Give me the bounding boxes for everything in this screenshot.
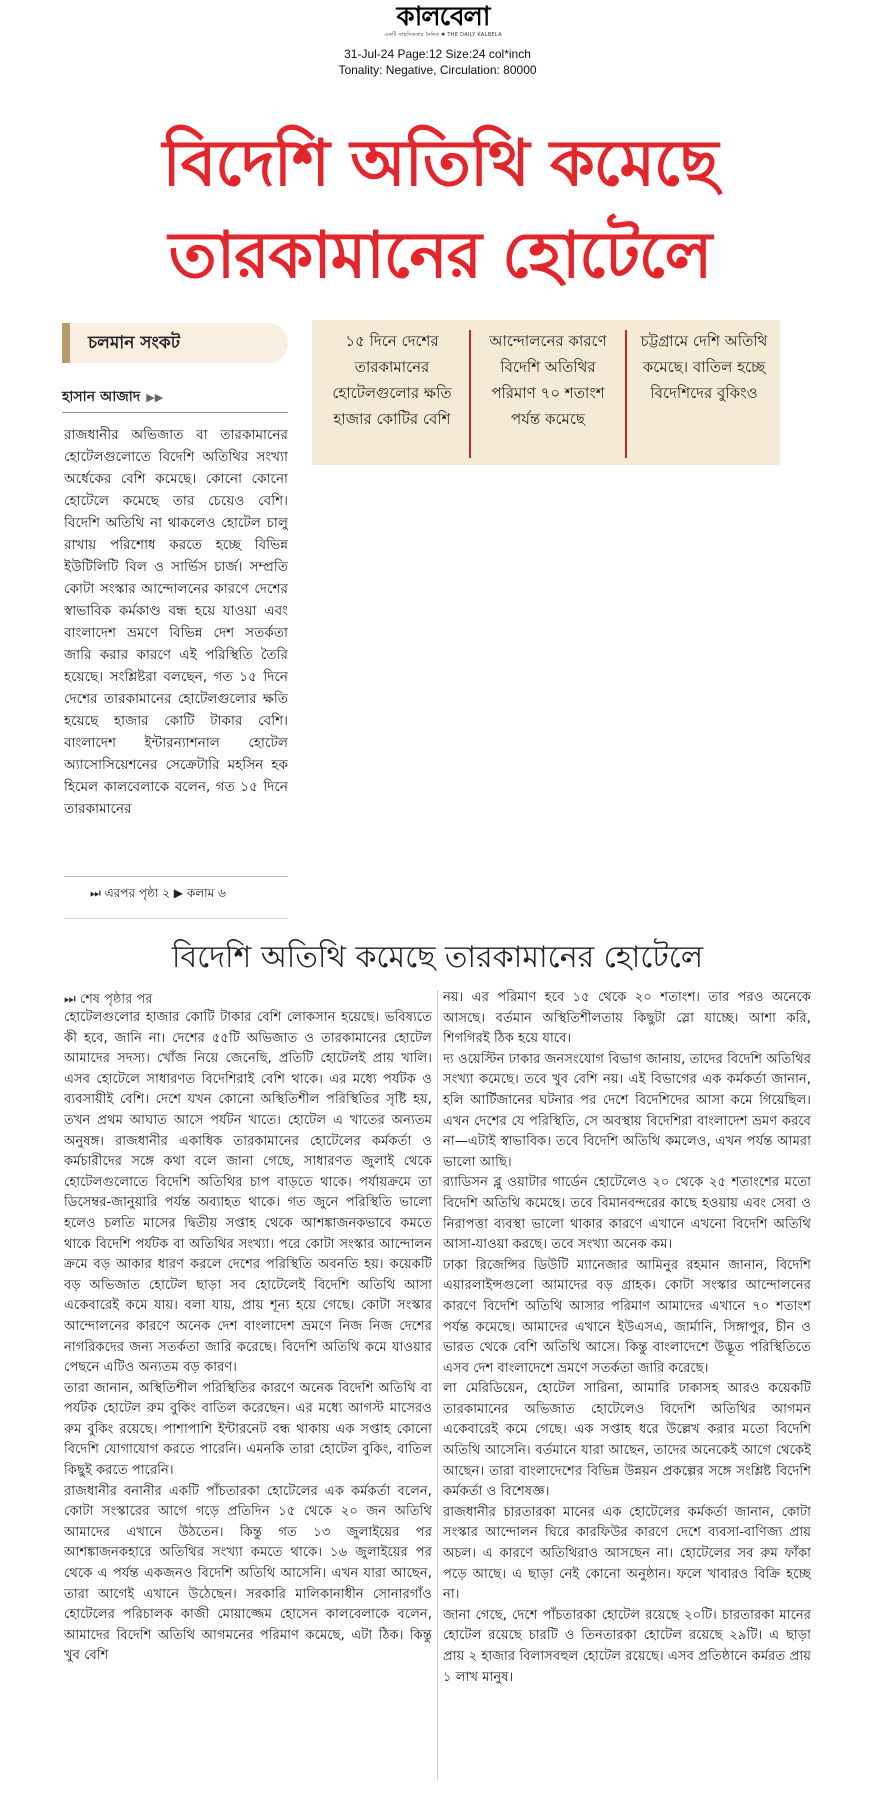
clip-line-1: 31-Jul-24 Page:12 Size:24 col*inch: [344, 47, 531, 61]
highlight-item: আন্দোলনের কারণে বিদেশি অতিথির পরিমাণ ৭০ শতাংশ পর্যন্ত কমেছে: [489, 332, 607, 428]
main-headline: [40, 118, 840, 302]
highlights-box: [312, 320, 780, 465]
highlight-divider: [625, 330, 627, 458]
byline-divider: [62, 412, 288, 413]
body-paragraph: লা মেরিডিয়েন, হোটেল সারিনা, আমারি ঢাকাসহ আরও কয়েকটি তারকামানের অভিজাত হোটেলেও বিদেশি অতিথির আগমন একেবারেই কমে গেছে। এক সপ্তাহ ধরে উল্লেখ করার মতো বিদেশি অতিথি আসেনি। বর্তমানে যারা আছেন, তাদের অনেকেই আগে থেকেই আছেন। তারা বাংলাদেশের বিভিন্ন উন্নয়ন প্রকল্পের সঙ্গে সংশ্লিষ্ট বিদেশি কর্মকর্তা ও বিশেষজ্ঞ।: [443, 1381, 811, 1500]
body-paragraph: নয়। এর পরিমাণ হবে ১৫ থেকে ২০ শতাংশ। তার পরও অনেকে আসছে। বর্তমান অস্থিতিশীলতায় কিছুটা স্লো যাচ্ছে। আশা করি, শিগগিরই ঠিক হয়ে যাবে।: [443, 990, 811, 1047]
newspaper-logo: [368, 2, 518, 40]
clipping-metadata: [0, 46, 875, 78]
jump-divider: [64, 876, 288, 877]
column-divider: [437, 990, 438, 1780]
author-name: হাসান আজাদ: [62, 389, 141, 405]
body-paragraph: ঢাকা রিজেন্সির ডিউটি ম্যানেজার আমিনুর রহমান জানান, বিদেশি এয়ারলাইন্সগুলো আমাদের বড় গ্রাহক। কোটা সংস্কার আন্দোলনের কারণে বিদেশি অতিথি আসার পরিমাণ আমাদের এখানে ৭০ শতাংশ পর্যন্ত কমেছে। আমাদের এখানে ইউএসএ, জার্মানি, সিঙ্গাপুর, চীন ও ভারত থেকে বেশি অতিথি আসে। কিন্তু বাংলাদেশে উদ্ভূত পরিস্থিতিতে এসব দেশ বাংলাদেশে ভ্রমণে সতর্কতা জারি করেছে।: [443, 1257, 811, 1376]
jump-line: [90, 885, 226, 905]
double-arrow-icon: ▶▶: [146, 391, 164, 404]
body-paragraph: জানা গেছে, দেশে পাঁচতারকা হোটেল রয়েছে ২০টি। চারতারকা মানের হোটেল রয়েছে চারটি ও তিনতারকা হোটেল রয়েছে ২৯টি। এ ছাড়া প্রায় ২ হাজার বিলাসবহুল হোটেল রয়েছে। এসব প্রতিষ্ঠানে কর্মরত প্রায় ১ লাখ মানুষ।: [443, 1607, 811, 1685]
highlight-item: চট্টগ্রামে দেশি অতিথি কমেছে। বাতিল হচ্ছে বিদেশিদের বুকিংও: [640, 332, 768, 402]
body-paragraph: রাজধানীর চারতারকা মানের এক হোটেলের কর্মকর্তা জানান, কোটা সংস্কার আন্দোলন ঘিরে কারফিউর কারণে দেশে ব্যবসা-বাণিজ্য প্রায় অচল। এ কারণে অতিথিরাও আসছেন না। হোটেলের সব রুম ফাঁকা পড়ে আছে। এ ছাড়া নেই কোনো অনুষ্ঠান। ফলে খাবারও বিক্রি হচ্ছে না।: [443, 1504, 811, 1603]
lead-column: [64, 424, 288, 872]
continuation-column-left: [64, 1008, 432, 1788]
highlight-item: ১৫ দিনে দেশের তারকামানের হোটেলগুলোর ক্ষতি হাজার কোটির বেশি: [332, 332, 452, 428]
logo-text: কালবেলা: [396, 2, 490, 32]
body-paragraph: র‍্যাডিসন ব্লু ওয়াটার গার্ডেন হোটেলেও ২০ থেকে ২৫ শতাংশের মতো বিদেশি অতিথি কমেছে। তবে বিমানবন্দরের কাছে হওয়ায় এবং সেবা ও নিরাপত্তা ব্যবস্থা ভালো থাকার কারণে এখানে এখনো বিদেশি অতিথি আসা-যাওয়া করছে। তবে সংখ্যা অনেক কম।: [443, 1175, 811, 1253]
body-paragraph: দ্য ওয়েস্টিন ঢাকার জনসংযোগ বিভাগ জানায়, তাদের বিদেশি অতিথির সংখ্যা কমেছে। তবে খুব বেশি নয়। এই বিভাগের এক কর্মকর্তা জানান, হলি আর্টিজানের ঘটনার পর দেশে বিদেশিদের আসা কমে গিয়েছিল। এখন দেশের যে পরিস্থিতি, সে অবস্থায় বিদেশিরা বাংলাদেশ ভ্রমণ করবে না—এটাই স্বাভাবিক। তবে বিদেশি অতিথি কমলেও, এখন পর্যন্ত আমরা ভালো আছি।: [443, 1051, 811, 1170]
kicker-label: চলমান সংকট: [88, 333, 180, 353]
fast-forward-icon: ⏭: [90, 886, 101, 900]
fast-forward-icon: ⏭: [64, 992, 76, 1007]
byline: [62, 385, 163, 409]
headline-line-1: বিদেশি অতিথি কমেছে: [162, 127, 718, 201]
body-paragraph: হোটেলগুলোর হাজার কোটি টাকার বেশি লোকসান হয়েছে। ভবিষ্যতে কী হবে, জানি না। দেশের ৫৫টি অভিজাত ও তারকামানের হোটেল আমাদের সদস্য। খোঁজ নিয়ে জেনেছি, প্রতিটি হোটেলই প্রায় খালি। এসব হোটেলে সাধারণত বিদেশিরাই বেশি থাকে। এর মধ্যে পর্যটক ও ব্যবসায়ীই বেশি। দেশে যখন কোনো অস্থিতিশীল পরিস্থিতির সৃষ্টি হয়, তখন প্রথম আঘাত আসে পর্যটন খাতে। হোটেল এ খাতের অন্যতম অনুষঙ্গ। রাজধানীর একাধিক তারকামানের হোটেলের কর্মকর্তা ও কর্মচারীদের সঙ্গে কথা বলে জানা গেছে, সাধারণত জুলাই থেকে হোটেলগুলোতে বিদেশি অতিথির চাপ বাড়তে থাকে। পর্যায়ক্রমে তা ডিসেম্বর-জানুয়ারি পর্যন্ত অব্যাহত থাকে। গত জুনে পরিস্থিতি ভালো হলেও চলতি মাসের দ্বিতীয় সপ্তাহ থেকে আশঙ্কাজনকভাবে কমতে থাকে বিদেশি পর্যটক বা অতিথির সংখ্যা। পরে কোটা সংস্কার আন্দোলন ক্রমে বড় আকার ধারণ করলে দেশের পরিস্থিতি অবনতি হয়। কয়েকটি বড় অভিজাত হোটেল ছাড়া সব হোটেলেই বিদেশি অতিথি আসা একেবারেই কমে যায়। বলা যায়, প্রায় শূন্য হয়ে গেছে। কোটা সংস্কার আন্দোলনের কারণে অনেক দেশ বাংলাদেশ ভ্রমণে নিজ নিজ দেশের নাগরিকদের জন্য সতর্কতা জারি করেছে। বিদেশি অতিথি কমে যাওয়ার পেছনে এটিও অন্যতম বড় কারণ।: [64, 1010, 432, 1376]
lead-paragraph: রাজধানীর অভিজাত বা তারকামানের হোটেলগুলোতে বিদেশি অতিথির সংখ্যা অর্ধেকের বেশি কমেছে। কোনো কোনো হোটেলে কমেছে তার চেয়েও বেশি। বিদেশি অতিথি না থাকলেও হোটেল চালু রাখায় পরিশোধ করতে হচ্ছে বিভিন্ন ইউটিলিটি বিল ও সার্ভিস চার্জ। সম্প্রতি কোটা সংস্কার আন্দোলনের কারণে দেশের স্বাভাবিক কর্মকাণ্ড বন্ধ হয়ে যাওয়া এবং বাংলাদেশ ভ্রমণে বিভিন্ন দেশ সতর্কতা জারি করার কারণে এই পরিস্থিতি তৈরি হয়েছে। সংশ্লিষ্টরা বলছেন, গত ১৫ দিনে দেশের তারকামানের হোটেলগুলোর ক্ষতি হয়েছে হাজার কোটি টাকার বেশি। বাংলাদেশ ইন্টারন্যাশনাল হোটেল অ্যাসোসিয়েশনের সেক্রেটারি মহসিন হক হিমেল কালবেলাকে বলেন, গত ১৫ দিনে তারকামানের: [64, 427, 288, 817]
headline-line-2: তারকামানের হোটেলে: [168, 219, 712, 293]
kicker-box: [62, 323, 288, 363]
highlight-divider: [469, 330, 471, 458]
continuation-column-right: [443, 988, 811, 1768]
section-divider: [64, 918, 288, 919]
clip-line-2: Tonality: Negative, Circulation: 80000: [338, 63, 537, 77]
masthead: [0, 0, 875, 80]
body-paragraph: তারা জানান, অস্থিতিশীল পরিস্থিতির কারণে অনেক বিদেশি অতিথি বা পর্যটক হোটেল রুম বুকিং বাতিল করেছেন। এর মধ্যে আগস্ট মাসেরও রুম বুকিং রয়েছে। পাশাপাশি ইন্টারনেট বন্ধ থাকায় এক সপ্তাহ কোনো বিদেশি যোগাযোগ করতে পারেনি। এমনকি তারা হোটেল বুকিং, বাতিল কিছুই করতে পারেনি।: [64, 1380, 432, 1479]
logo-tagline: একটি সাহসিকতার দৈনিক ✱ THE DAILY KALBELA: [384, 32, 502, 38]
jump-text: এরপর পৃষ্ঠা ২ ▶ কলাম ৬: [104, 886, 226, 900]
continuation-title: বিদেশি অতিথি কমেছে তারকামানের হোটেলে: [171, 940, 704, 975]
body-paragraph: রাজধানীর বনানীর একটি পাঁচতারকা হোটেলের এক কর্মকর্তা বলেন, কোটা সংস্কারের আগে গড়ে প্রতিদিন ১৫ থেকে ২০ জন অতিথি আমাদের এখানে উঠতেন। কিন্তু গত ১৩ জুলাইয়ের পর আশঙ্কাজনকহারে অতিথির সংখ্যা কমতে থাকে। ১৬ জুলাইয়ের পর থেকে এ পর্যন্ত একজনও বিদেশি অতিথি আসেনি। এখন যারা আছেন, তারা আগেই এখানে উঠেছেন। সরকারি মালিকানাধীন সোনারগাঁও হোটেলের পরিচালক কাজী মোয়াজ্জেম হোসেন কালবেলাকে বলেন, আমাদের বিদেশি অতিথি আগমনের পরিমাণ কমেছে, এটা ঠিক। কিন্তু খুব বেশি: [64, 1483, 432, 1664]
continuation-label-text: শেষ পৃষ্ঠার পর: [79, 992, 153, 1007]
